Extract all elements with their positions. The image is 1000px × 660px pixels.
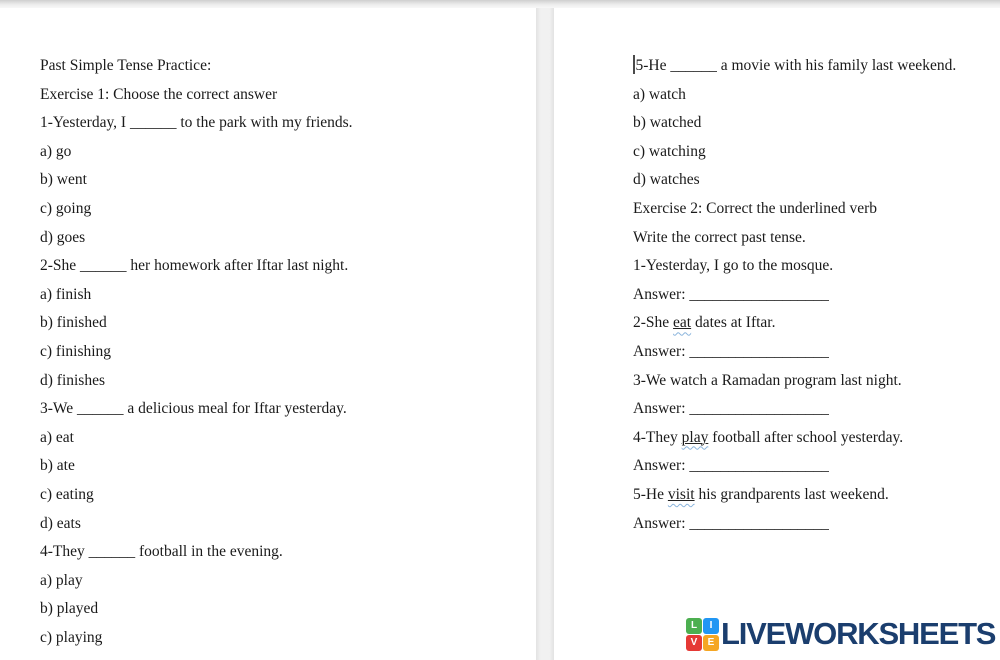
worksheet-line: Answer: __________________ — [633, 514, 829, 532]
worksheet-line: 1-Yesterday, I ______ to the park with my friends. — [40, 114, 353, 132]
worksheet-line: d) goes — [40, 228, 86, 246]
worksheet-line: Answer: __________________ — [633, 457, 829, 475]
text-cursor — [633, 55, 635, 74]
worksheet-line: a) finish — [40, 285, 92, 303]
worksheet-line: 3-We watch a Ramadan program last night. — [633, 371, 902, 389]
page-gap-divider — [536, 8, 554, 660]
worksheet-page-left[interactable] — [40, 52, 520, 652]
liveworksheets-logo[interactable] — [686, 616, 995, 652]
worksheet-line: Answer: __________________ — [633, 400, 829, 418]
page-top-gap — [0, 0, 1000, 8]
worksheet-line: a) play — [40, 571, 83, 589]
worksheet-line: 2-She eat dates at Iftar. — [633, 314, 776, 332]
worksheet-line: c) playing — [40, 628, 103, 646]
worksheet-line: d) eats — [40, 514, 81, 532]
worksheet-line: b) went — [40, 171, 87, 189]
liveworksheets-logo-text: LIVEWORKSHEETS — [721, 616, 996, 651]
worksheet-line: a) go — [40, 142, 72, 160]
worksheet-line: a) watch — [633, 85, 686, 103]
liveworksheets-logo-icon — [686, 618, 719, 651]
underlined-verb: eat — [673, 314, 692, 332]
worksheet-line: b) finished — [40, 314, 107, 332]
worksheet-line: Answer: __________________ — [633, 285, 829, 303]
worksheet-line: 2-She ______ her homework after Iftar last night. — [40, 257, 349, 275]
worksheet-line: 1-Yesterday, I go to the mosque. — [633, 257, 834, 275]
worksheet-line: d) finishes — [40, 371, 106, 389]
logo-letter-tile: V — [686, 635, 702, 651]
worksheet-line: Answer: __________________ — [633, 342, 829, 360]
worksheet-line: 4-They play football after school yesterday. — [633, 428, 904, 446]
underlined-verb: visit — [667, 485, 695, 503]
worksheet-line: b) ate — [40, 457, 75, 475]
worksheet-line: 4-They ______ football in the evening. — [40, 543, 283, 561]
worksheet-line: Past Simple Tense Practice: — [40, 57, 212, 74]
logo-letter-tile: I — [703, 618, 719, 634]
logo-letter-tile: L — [686, 618, 702, 634]
worksheet-line: d) watches — [633, 171, 700, 189]
worksheet-line: Write the correct past tense. — [633, 228, 806, 246]
worksheet-line: 5-He visit his grandparents last weekend. — [633, 485, 889, 503]
worksheet-line: c) watching — [633, 142, 706, 160]
underlined-verb: play — [681, 428, 709, 446]
worksheet-line: c) finishing — [40, 342, 112, 360]
worksheet-line: b) watched — [633, 114, 702, 132]
worksheet-line: 5-He ______ a movie with his family last weekend. — [633, 52, 993, 81]
worksheet-page-right[interactable] — [633, 52, 993, 538]
worksheet-line: b) played — [40, 600, 99, 618]
worksheet-line: c) eating — [40, 485, 94, 503]
worksheet-line: Exercise 1: Choose the correct answer — [40, 85, 278, 103]
worksheet-line: Exercise 2: Correct the underlined verb — [633, 199, 878, 217]
worksheet-line: a) eat — [40, 428, 74, 446]
worksheet-line: 3-We ______ a delicious meal for Iftar yesterday. — [40, 400, 347, 418]
worksheet-line: c) going — [40, 199, 92, 217]
logo-letter-tile: E — [703, 635, 719, 651]
